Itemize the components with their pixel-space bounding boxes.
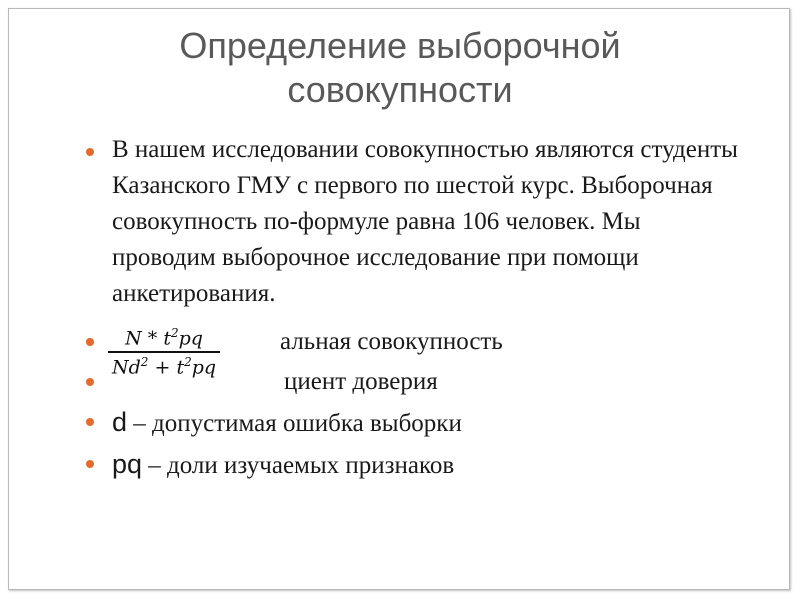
bullet-text-pq: – доли изучаемых признаков (148, 452, 455, 479)
bullet-dot-icon (86, 338, 94, 346)
bullet-text-d: – допустимая ошибка выборки (133, 410, 462, 437)
bullet-item-pq (82, 444, 742, 486)
bullet-text-intro: В нашем исследовании совокупностью являются студенты Казанского ГМУ с первого по шестой курс. Выборочная совокупность по-формуле равна 106 человек. Мы проводим выборочное исследование при помощи анкетирования. (112, 136, 738, 307)
bullet-dot-icon (86, 460, 94, 468)
formula-numerator: N * $t^2pq$ (125, 326, 203, 350)
slide-title (120, 24, 680, 112)
bullet-list (82, 132, 742, 486)
title-line-2: совокупности (287, 69, 513, 110)
bullet-dot-icon (86, 418, 94, 426)
bullet-item-intro (82, 132, 742, 312)
symbol-pq: pq (112, 449, 143, 479)
bullet-text-t: циент доверия (284, 368, 438, 395)
sample-size-formula (108, 326, 220, 378)
formula-denominator: $Nd^2 + t^2pq$ (112, 354, 217, 379)
symbol-d: d (112, 407, 128, 437)
bullet-dot-icon (86, 148, 94, 156)
title-line-1: Определение выборочной (179, 25, 621, 66)
bullet-item-d (82, 402, 742, 444)
bullet-dot-icon (86, 378, 94, 386)
bullet-text-N: альная совокупность (280, 328, 503, 355)
